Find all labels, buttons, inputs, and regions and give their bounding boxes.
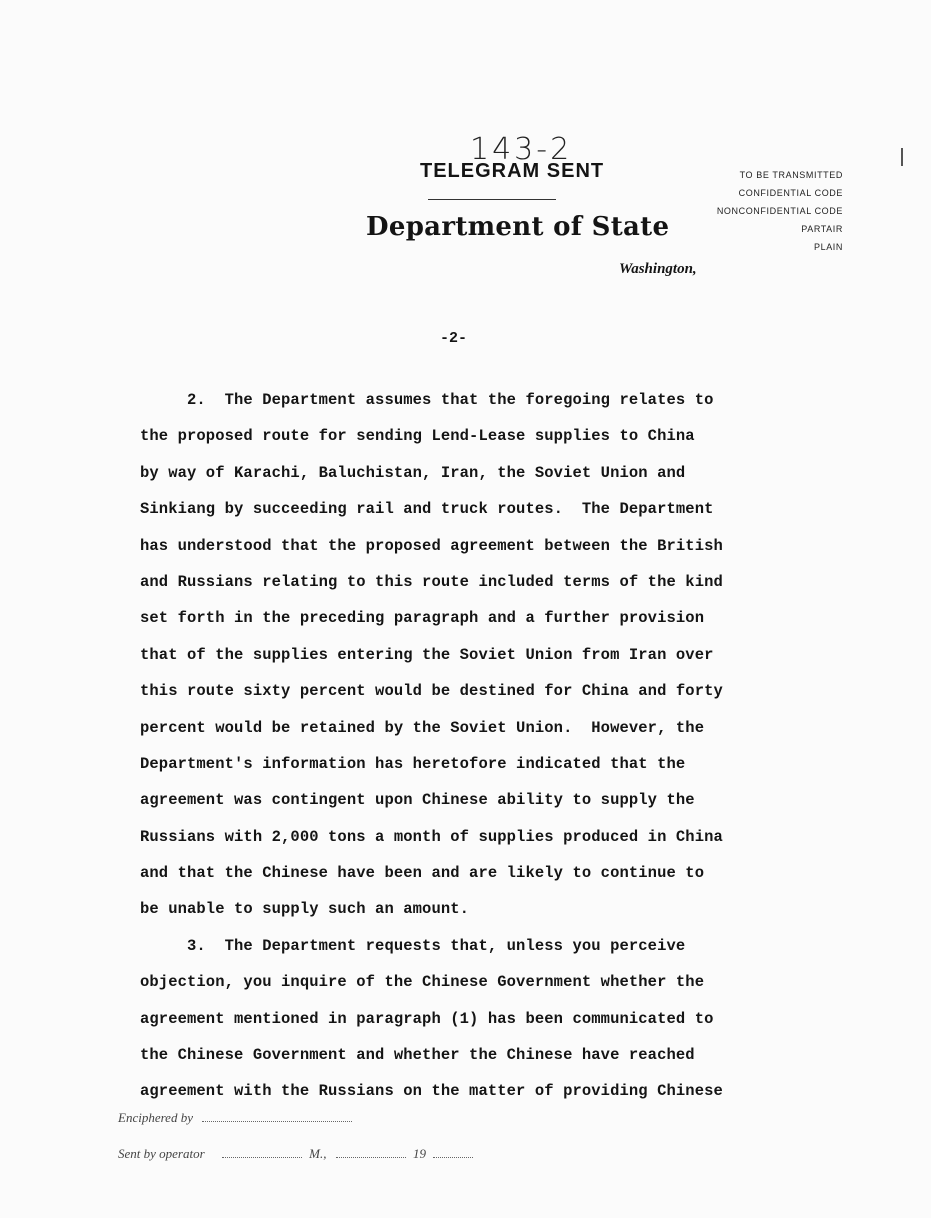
text-line: 3. The Department requests that, unless you perceive (140, 936, 686, 955)
sent-by-operator-label: Sent by operator (118, 1146, 205, 1161)
washington-dateline: Washington, (619, 261, 697, 277)
operator-line (222, 1147, 302, 1158)
year-label: 19 (413, 1146, 426, 1161)
department-of-state-heading: Department of State (366, 212, 670, 242)
code-line: CONFIDENTIAL CODE (738, 188, 843, 198)
page-number: -2- (440, 330, 468, 347)
text-line: percent would be retained by the Soviet Union. However, the (140, 718, 705, 737)
text-line: be unable to supply such an amount. (140, 900, 470, 919)
text-line: 2. The Department assumes that the foregoing relates to (140, 391, 714, 409)
enciphered-by-label: Enciphered by (118, 1110, 193, 1125)
sent-by-operator-field (118, 1146, 473, 1162)
code-line: TO BE TRANSMITTED (739, 170, 843, 180)
text-line: Department's information has heretofore indicated that the (140, 754, 686, 773)
text-line: this route sixty percent would be destined for China and forty (140, 682, 723, 701)
text-line: and that the Chinese have been and are likely to continue to (140, 864, 705, 883)
text-line: agreement with the Russians on the matter of providing Chinese (140, 1082, 723, 1101)
text-line: the Chinese Government and whether the Chinese have reached (140, 1046, 695, 1065)
enciphered-by-field (118, 1110, 352, 1126)
text-line: objection, you inquire of the Chinese Government whether the (140, 973, 705, 992)
telegram-body (140, 382, 840, 1110)
text-line: set forth in the preceding paragraph and a further provision (140, 609, 705, 628)
text-line: Russians with 2,000 tons a month of supplies produced in China (140, 827, 723, 846)
text-line: that of the supplies entering the Soviet Union from Iran over (140, 645, 714, 664)
text-line: has understood that the proposed agreement between the British (140, 536, 723, 555)
paragraph-2 (140, 382, 840, 928)
year-line (433, 1147, 473, 1158)
margin-mark (901, 148, 903, 166)
text-line: Sinkiang by succeeding rail and truck routes. The Department (140, 500, 714, 519)
handwritten-document-number: 143-2 (470, 132, 573, 167)
telegram-sent-heading: TELEGRAM SENT (420, 160, 605, 182)
m-label: M., (309, 1146, 327, 1161)
time-line (336, 1147, 406, 1158)
text-line: and Russians relating to this route included terms of the kind (140, 572, 723, 591)
text-line: agreement was contingent upon Chinese ability to supply the (140, 791, 695, 810)
code-line: NONCONFIDENTIAL CODE (716, 206, 843, 216)
code-line: PARTAIR (801, 224, 843, 234)
heading-rule (428, 199, 556, 200)
paragraph-3 (140, 928, 840, 1110)
enciphered-by-line (202, 1111, 352, 1122)
faded-form-fields (140, 160, 360, 175)
text-line: agreement mentioned in paragraph (1) has been communicated to (140, 1009, 714, 1028)
transmission-codes (700, 166, 843, 256)
text-line: by way of Karachi, Baluchistan, Iran, the Soviet Union and (140, 463, 686, 482)
code-line: PLAIN (813, 242, 843, 252)
text-line: the proposed route for sending Lend-Lease supplies to China (140, 427, 695, 446)
